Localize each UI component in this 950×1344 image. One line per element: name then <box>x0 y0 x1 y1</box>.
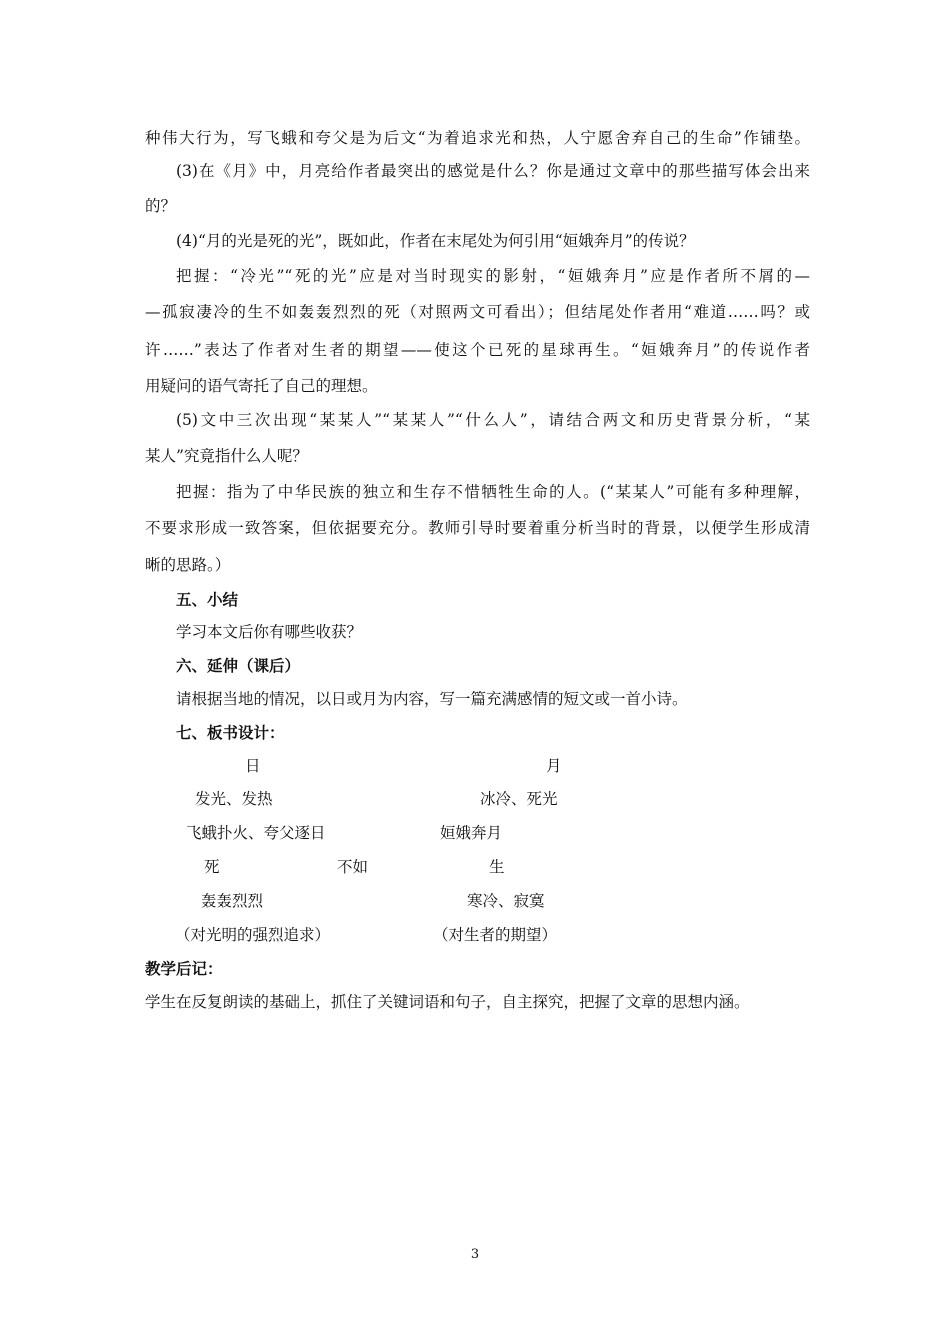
summary-text: 学习本文后你有哪些收获？ <box>176 623 363 641</box>
answer-line: 用疑问的语气寄托了自己的理想。 <box>145 377 378 395</box>
question-3-line: 的？ <box>145 197 177 215</box>
section-heading-summary: 五、小结 <box>176 590 239 609</box>
board-text: 姮娥奔月 <box>440 824 503 842</box>
board-text: 死 <box>204 858 220 876</box>
board-sun: 日 <box>245 757 261 775</box>
board-text: 冰冷、死光 <box>480 790 558 808</box>
extension-text: 请根据当地的情况，以日或月为内容，写一篇充满感情的短文或一首小诗。 <box>176 690 688 708</box>
answer-line: —孤寂凄冷的生不如轰轰烈烈的死（对照两文可看出）；但结尾处作者用“难道……吗？或 <box>145 303 810 321</box>
question-3-line: (3)在《月》中，月亮给作者最突出的感觉是什么？你是通过文章中的那些描写体会出来 <box>176 162 810 180</box>
board-text: 轰轰烈烈 <box>201 892 264 910</box>
question-4: (4)“月的光是死的光”，既如此，作者在末尾处为何引用“姮娥奔月”的传说？ <box>176 232 695 250</box>
question-5-line: (5)文中三次出现“某某人”“某某人”“什么人”，请结合两文和历史背景分析，“某 <box>176 411 810 429</box>
board-text: （对光明的强烈追求） <box>175 926 331 944</box>
board-text: 发光、发热 <box>195 790 273 808</box>
board-moon: 月 <box>546 757 562 775</box>
section-heading-teaching-notes: 教学后记： <box>145 959 223 978</box>
paragraph-line: 种伟大行为，写飞蛾和夸父是为后文“为着追求光和热，人宁愿舍弃自己的生命”作铺垫。 <box>145 129 810 147</box>
section-heading-board-design: 七、板书设计： <box>176 723 285 742</box>
section-heading-extension: 六、延伸（课后） <box>176 656 301 675</box>
answer-line: 把握：“冷光”“死的光”应是对当时现实的影射，“姮娥奔月”应是作者所不屑的— <box>176 267 810 285</box>
board-text: 不如 <box>337 858 369 876</box>
board-text: 飞蛾扑火、夸父逐日 <box>186 824 326 842</box>
board-text: 生 <box>489 858 505 876</box>
teaching-notes-text: 学生在反复朗读的基础上，抓住了关键词语和句子，自主探究，把握了文章的思想内涵。 <box>145 993 750 1011</box>
answer-line: 不要求形成一致答案，但依据要充分。教师引导时要着重分析当时的背景，以便学生形成清 <box>145 519 810 537</box>
board-text: （对生者的期望） <box>433 926 558 944</box>
answer-line: 把握：指为了中华民族的独立和生存不惜牺牲生命的人。(“某某人”可能有多种理解， <box>176 483 810 501</box>
board-text: 寒冷、寂寞 <box>467 892 545 910</box>
question-5-line: 某人”究竟指什么人呢？ <box>145 447 308 465</box>
answer-line: 晰的思路。） <box>145 556 231 574</box>
answer-line: 许……”表达了作者对生者的期望——使这个已死的星球再生。“姮娥奔月”的传说作者 <box>145 341 810 359</box>
page-number: 3 <box>470 1247 480 1262</box>
